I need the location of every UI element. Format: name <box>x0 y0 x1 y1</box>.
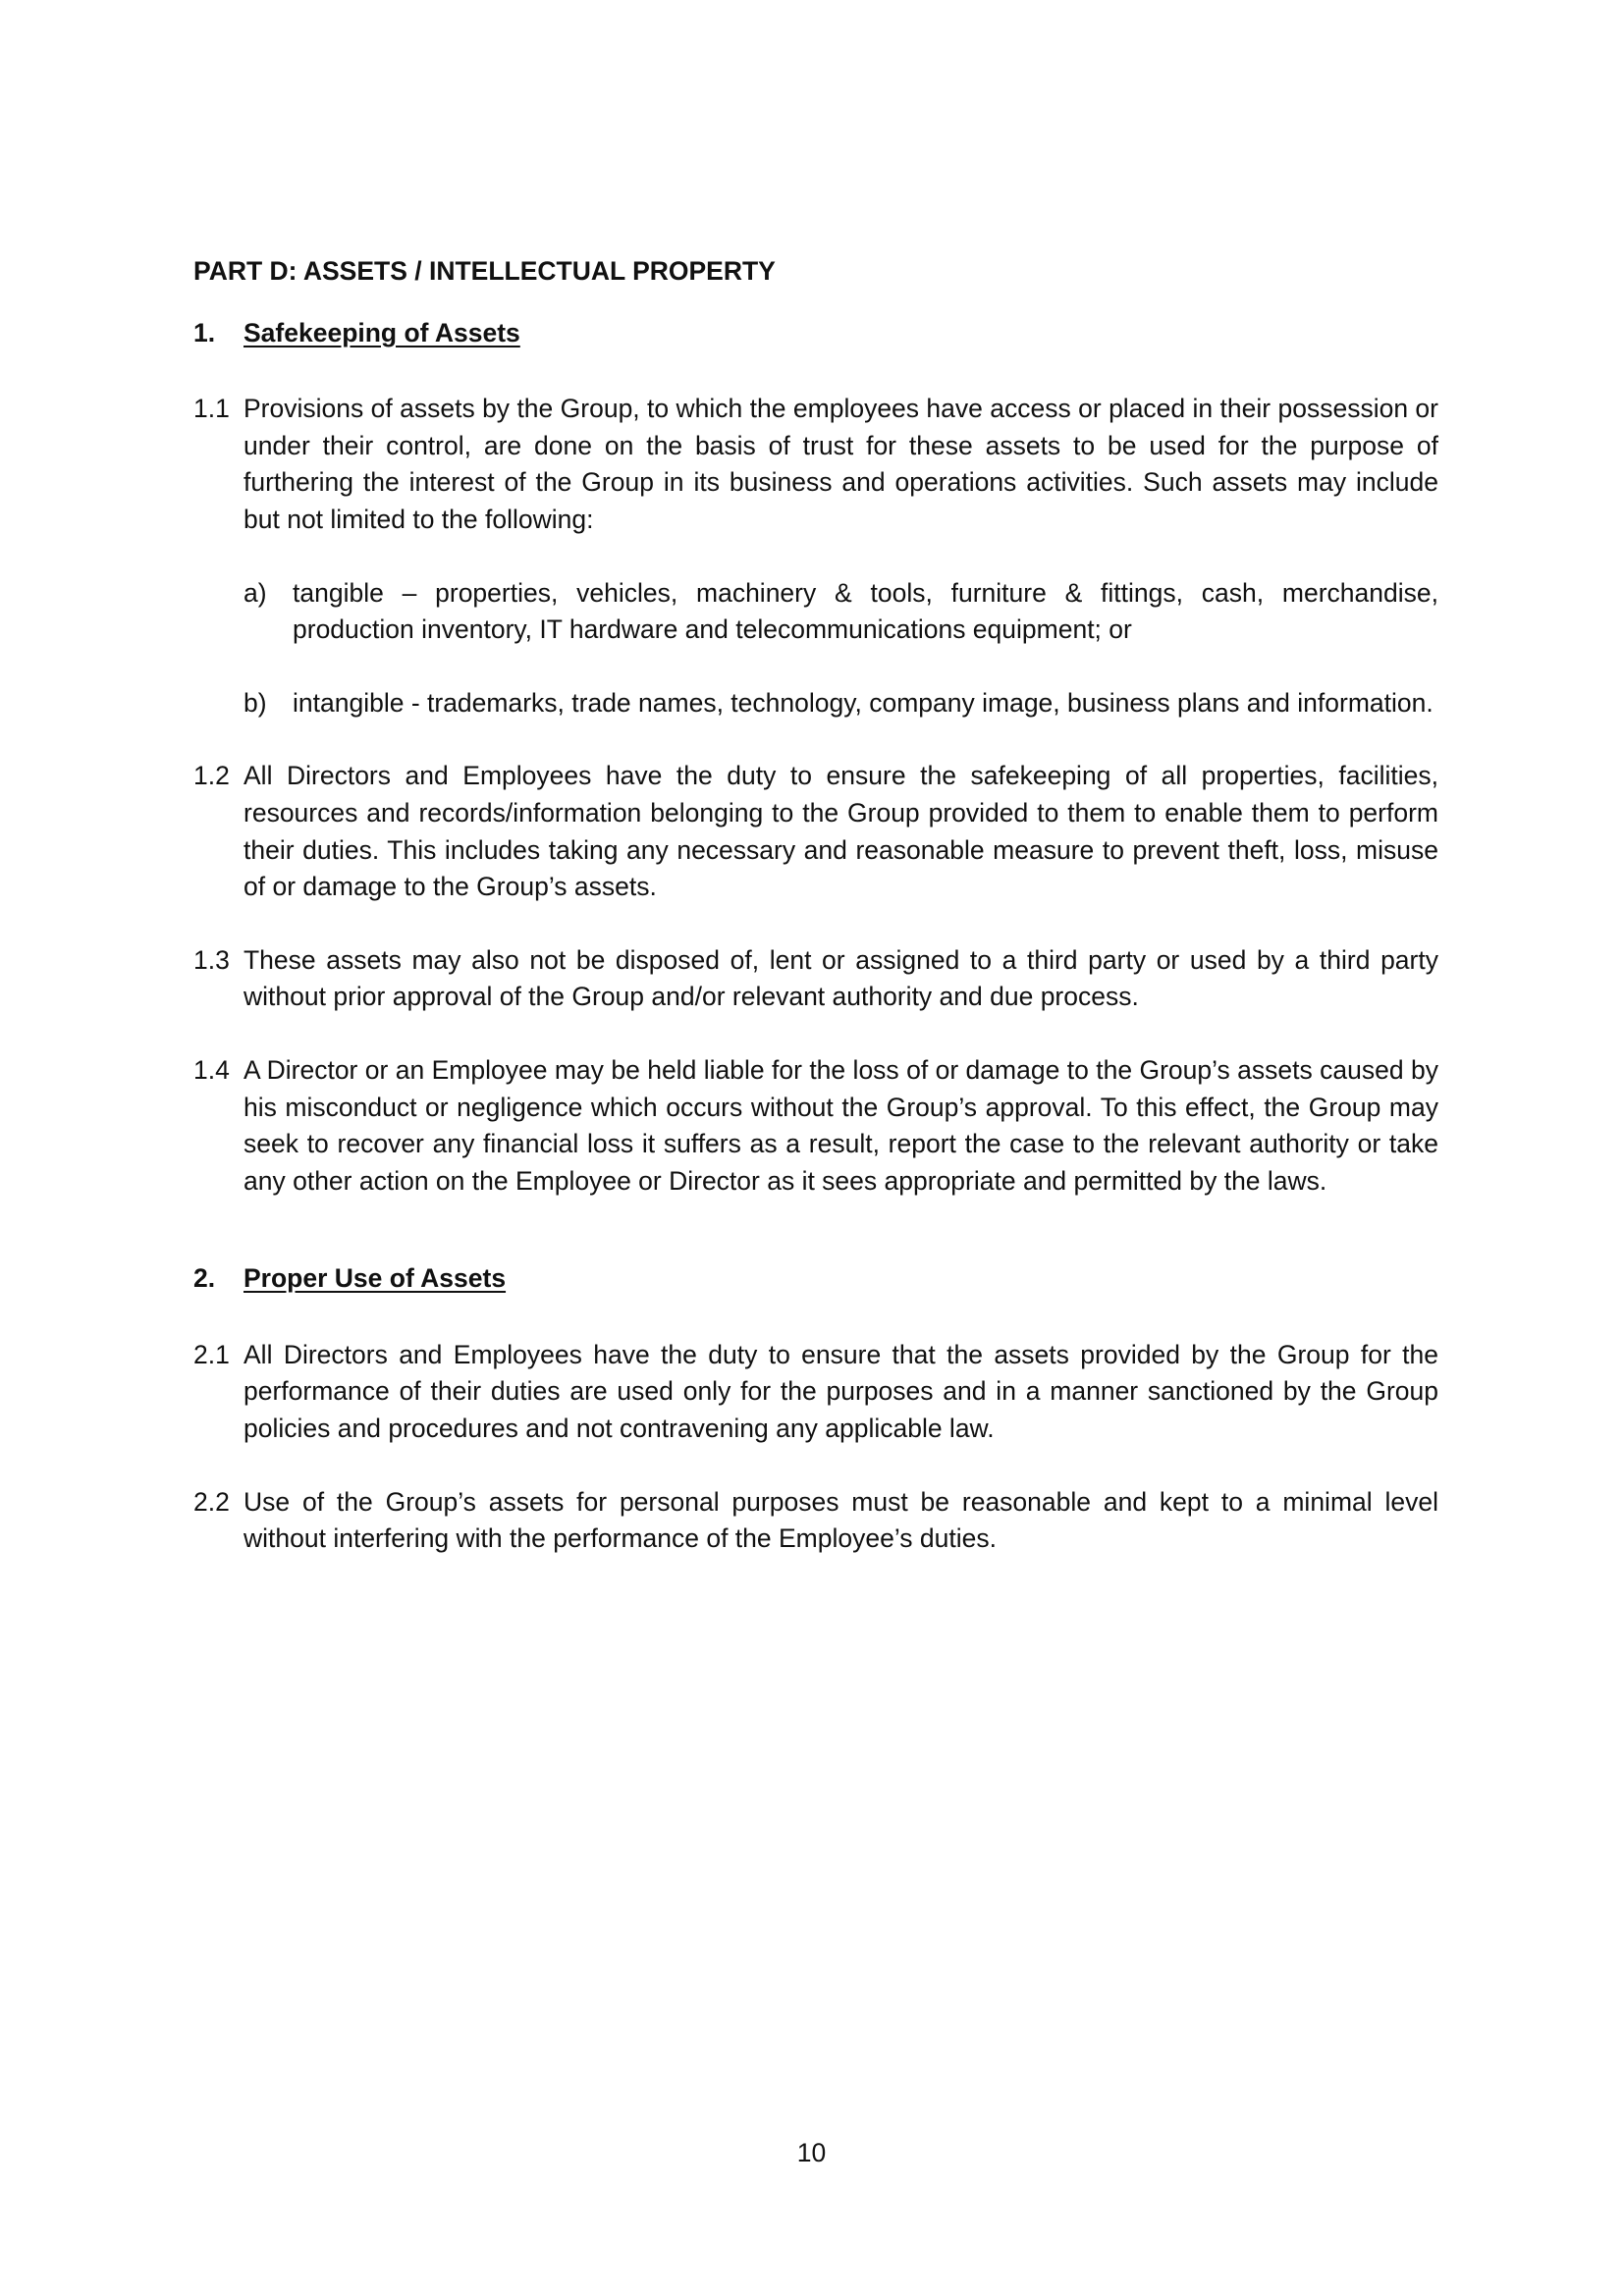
paragraph-number: 1.1 <box>193 394 230 424</box>
section-heading-safekeeping <box>193 315 1438 352</box>
paragraph-number: 1.2 <box>193 761 230 791</box>
paragraph-1-3 <box>193 942 1438 1016</box>
list-item-label: b) <box>243 687 267 718</box>
document-body <box>193 253 1438 1558</box>
paragraph-number: 2.2 <box>193 1486 230 1517</box>
list-item-label: a) <box>243 577 267 608</box>
paragraph-1-1 <box>193 391 1438 538</box>
paragraph-number: 1.3 <box>193 944 230 975</box>
paragraph-number: 1.4 <box>193 1054 230 1085</box>
paragraph-1-4 <box>193 1052 1438 1200</box>
paragraph-text: All Directors and Employees have the duty to ensure the safekeeping of all properties, facilities, resources and records/information belonging to the Group provided to them to enable them to perform their duties. This includes taking any necessary and reasonable measure to prevent theft, loss, misuse of or damage to the Group’s assets. <box>243 761 1438 902</box>
list-item-b <box>243 685 1438 722</box>
paragraph-text: Provisions of assets by the Group, to which the employees have access or placed in their possession or under their control, are done on the basis of trust for these assets to be used for the purpose of furthering the interest of the Group in its business and operations activities. Such assets may include but not limited to the following: <box>243 394 1438 534</box>
list-item-text: intangible - trademarks, trade names, technology, company image, business plans and information. <box>293 687 1434 718</box>
paragraph-text: All Directors and Employees have the duty to ensure that the assets provided by the Group for the performance of their duties are used only for the purposes and in a manner sanctioned by the Group policies and procedures and not contravening any applicable law. <box>243 1339 1438 1444</box>
paragraph-text: These assets may also not be disposed of, lent or assigned to a third party or used by a third party without prior approval of the Group and/or relevant authority and due process. <box>243 944 1438 1012</box>
paragraph-number: 2.1 <box>193 1339 230 1369</box>
paragraph-2-1 <box>193 1337 1438 1448</box>
list-item-text: tangible – properties, vehicles, machinery & tools, furniture & fittings, cash, merchandise, production inventory, IT hardware and telecommunications equipment; or <box>293 577 1438 645</box>
section-title: Safekeeping of Assets <box>243 317 520 347</box>
section-title: Proper Use of Assets <box>243 1263 507 1294</box>
list-item-a <box>243 575 1438 649</box>
paragraph-1-2 <box>193 758 1438 905</box>
paragraph-text: Use of the Group’s assets for personal purposes must be reasonable and kept to a minimal level without interfering with the performance of the Employee’s duties. <box>243 1486 1438 1554</box>
paragraph-2-2 <box>193 1484 1438 1558</box>
part-title: PART D: ASSETS / INTELLECTUAL PROPERTY <box>193 256 776 286</box>
section-heading-proper-use <box>193 1260 1438 1298</box>
page-number: 10 <box>796 2138 827 2167</box>
paragraph-text: A Director or an Employee may be held liable for the loss of or damage to the Group’s assets caused by his misconduct or negligence which occurs without the Group’s approval. To this effect, the Group may seek to recover any financial loss it suffers as a result, report the case to the relevant authority or take any other action on the Employee or Director as it sees appropriate and permitted by the laws. <box>243 1054 1438 1196</box>
section-number: 1. <box>193 317 216 347</box>
section-number: 2. <box>193 1263 216 1294</box>
